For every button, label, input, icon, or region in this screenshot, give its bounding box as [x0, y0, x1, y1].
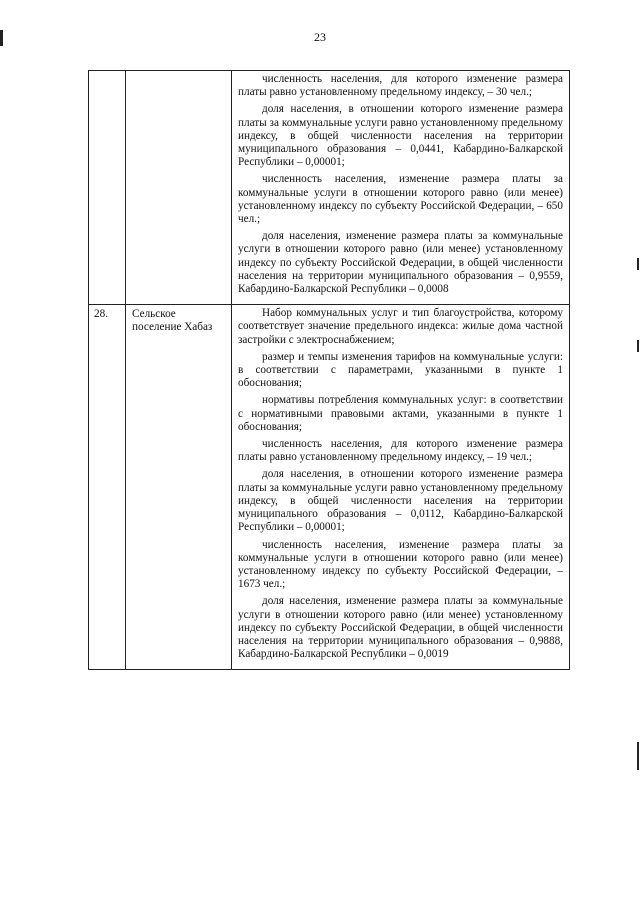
- page-number: 23: [314, 30, 326, 44]
- paragraph: Набор коммунальных услуг и тип благоустройства, которому соответствует значение предельного индекса: жилые дома частной застройки с электроснабжением;: [238, 307, 563, 346]
- paragraph: размер и темпы изменения тарифов на коммунальные услуги: в соответствии с параметрами, указанными в пункте 1 обоснования;: [238, 350, 563, 390]
- row-content-cell: [232, 71, 570, 305]
- table-row: [89, 71, 570, 305]
- paragraph: численность населения, для которого изменение размера платы равно установленному предельному индексу, – 30 чел.;: [238, 73, 563, 99]
- settlement-name-cell: Сельское поселение Хабаз: [126, 305, 232, 670]
- paragraph: численность населения, для которого изменение размера платы равно установленному предельному индексу, – 19 чел.;: [238, 438, 563, 464]
- paragraph: доля населения, изменение размера платы за коммунальные услуги в отношении которого равно (или менее) установленному индексу по субъекту Российской Федерации, в общей численности населения на территории муниципального образования – 0,9559, Кабардино-Балкарской Республики – 0,0008: [238, 230, 563, 296]
- paragraph: численность населения, изменение размера платы за коммунальные услуги в отношении которого равно (или менее) установленному индексу по субъекту Российской Федерации, – 1673 чел.;: [238, 538, 563, 591]
- row-number-cell: 28.: [89, 305, 126, 670]
- paragraph: доля населения, изменение размера платы за коммунальные услуги в отношении которого равно (или менее) установленному индексу по субъекту Российской Федерации, в общей численности населения на территории муниципального образования – 0,9888, Кабардино-Балкарской Республики – 0,0019: [238, 595, 563, 661]
- paragraph: численность населения, изменение размера платы за коммунальные услуги в отношении которого равно (или менее) установленному индексу по субъекту Российской Федерации, – 650 чел.;: [238, 173, 563, 226]
- scan-mark-right-3: [637, 742, 639, 770]
- document-table: [88, 70, 570, 670]
- settlement-name-cell: [126, 71, 232, 305]
- row-content-cell: [232, 305, 570, 670]
- row-number-cell: [89, 71, 126, 305]
- scan-mark-right-1: [637, 258, 639, 270]
- paragraph: доля населения, в отношении которого изменение размера платы за коммунальные услуги равно установленному предельному индексу, в общей численности населения на территории муниципального образования – 0,0112, Кабардино-Балкарской Республики – 0,00001;: [238, 468, 563, 534]
- table-row: [89, 305, 570, 670]
- paragraph: нормативы потребления коммунальных услуг: в соответствии с нормативными правовыми актами, указанными в пункте 1 обоснования;: [238, 394, 563, 433]
- scan-mark-right-2: [637, 340, 639, 352]
- paragraph: доля населения, в отношении которого изменение размера платы за коммунальные услуги равно установленному предельному индексу, в общей численности населения на территории муниципального образования – 0,0441, Кабардино-Балкарской Республики – 0,00001;: [238, 103, 563, 169]
